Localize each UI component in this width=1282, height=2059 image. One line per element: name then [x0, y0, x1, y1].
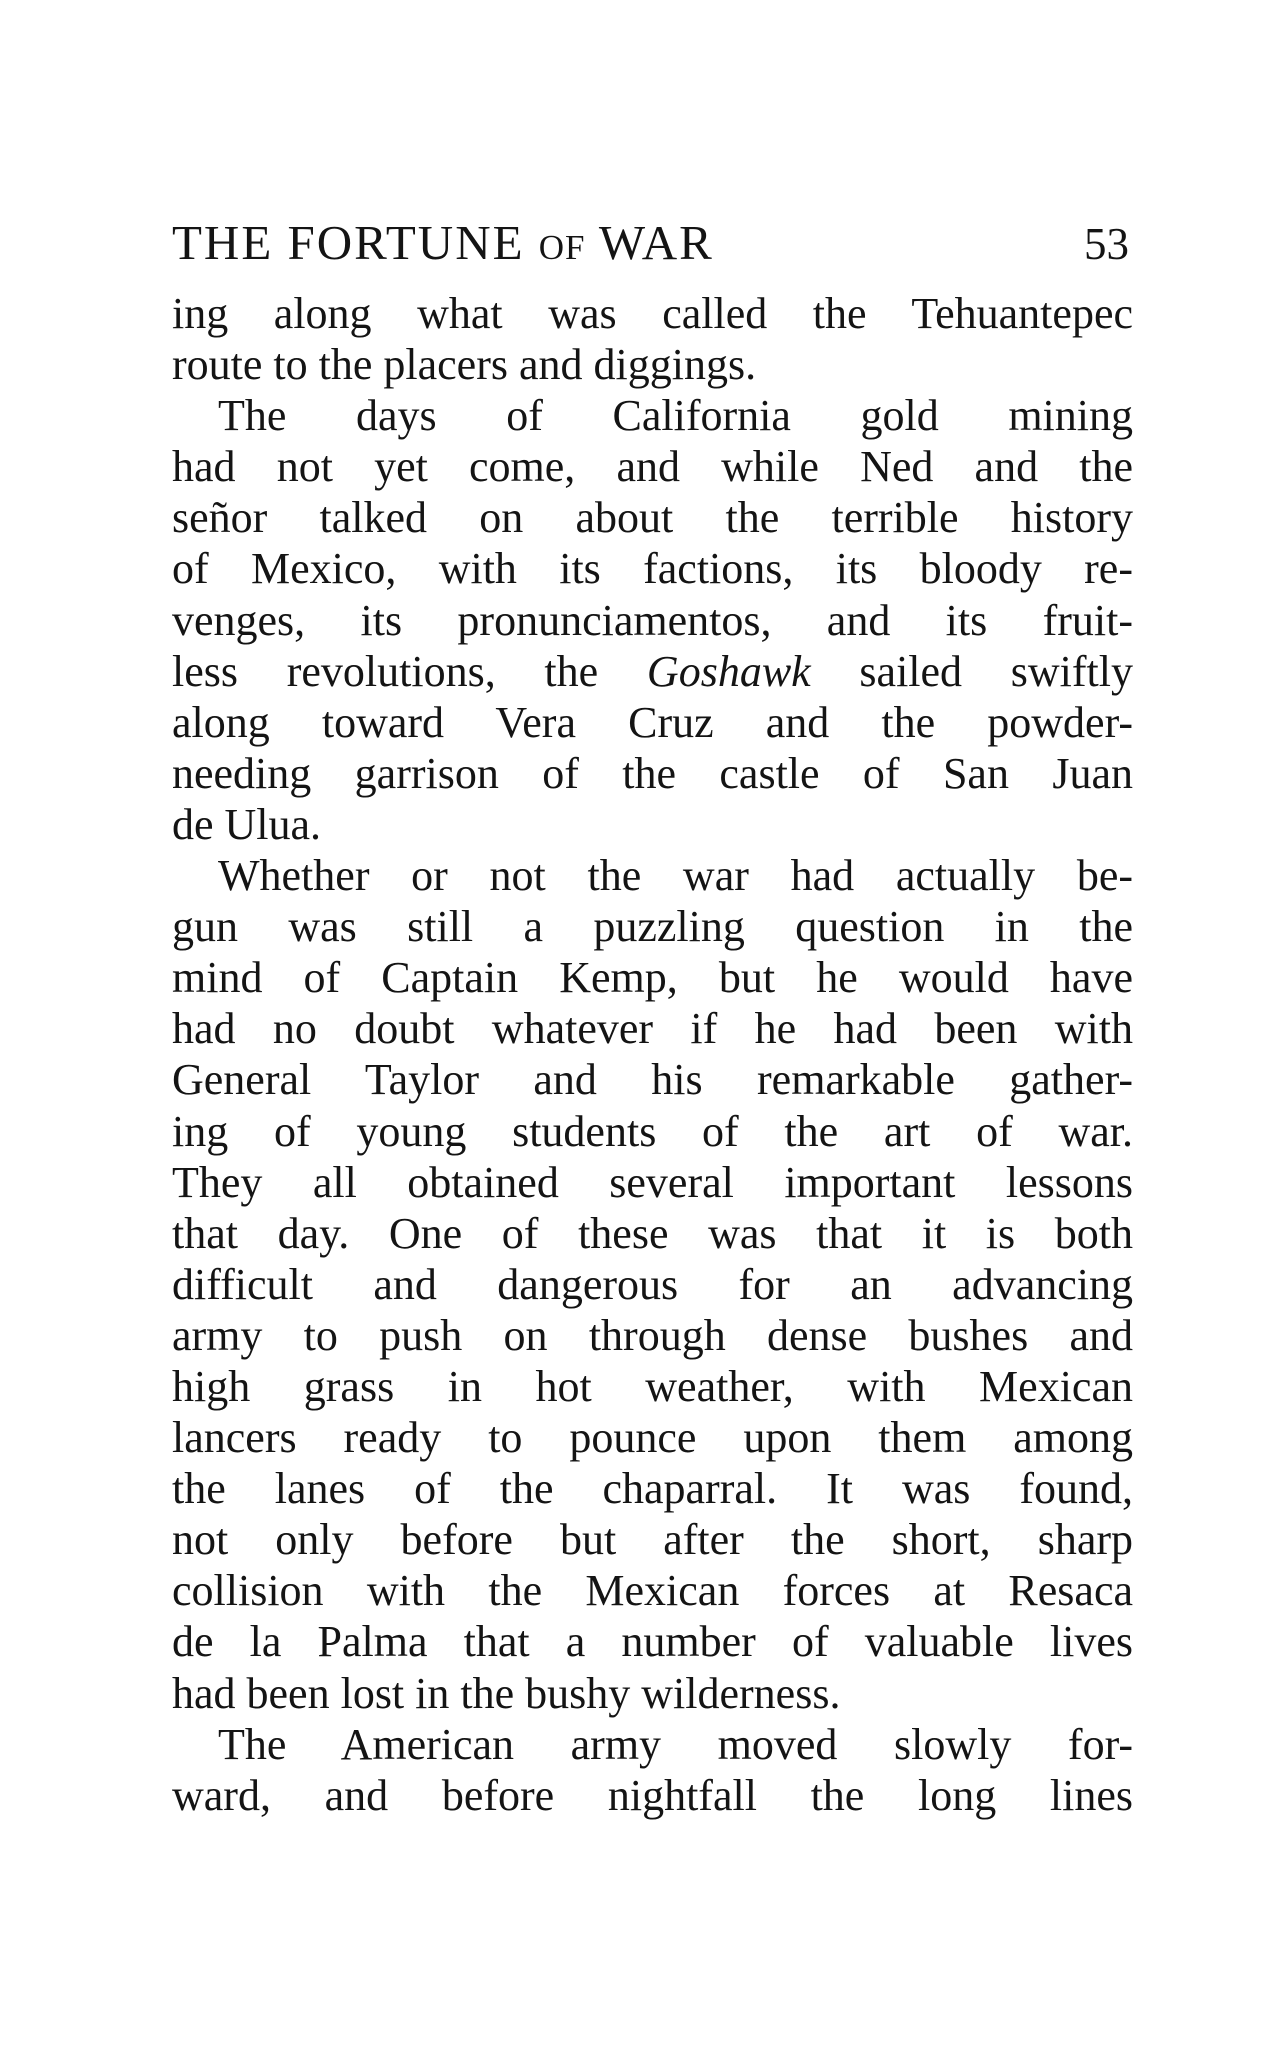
text-line: the lanes of the chaparral. It was found, [172, 1464, 1133, 1514]
text-line: had been lost in the bushy wilderness. [172, 1668, 841, 1718]
text-line: had not yet come, and while Ned and the [172, 442, 1133, 492]
text-line: lancers ready to pounce upon them among [172, 1413, 1133, 1463]
book-page [172, 196, 1133, 1821]
text-line: needing garrison of the castle of San Juan [172, 748, 1133, 798]
text-line: collision with the Mexican forces at Resaca [172, 1566, 1133, 1616]
text-line: venges, its pronunciamentos, and its fruit- [172, 595, 1133, 645]
text-line: General Taylor and his remarkable gather- [172, 1055, 1133, 1105]
text-line: Whether or not the war had actually be- [218, 851, 1133, 901]
running-title-part-1: THE FORTUNE [172, 215, 539, 270]
text-line: ing of young students of the art of war. [172, 1106, 1133, 1156]
text-line: along toward Vera Cruz and the powder- [172, 697, 1133, 747]
text-line: army to push on through dense bushes and [172, 1310, 1133, 1360]
text-line: of Mexico, with its factions, its bloody re- [172, 544, 1133, 594]
running-title-small-caps: OF [538, 228, 586, 267]
text-line: ing along what was called the Tehuantepec [172, 289, 1133, 338]
text-line: de Ulua. [172, 799, 322, 849]
ship-name-italic: Goshawk [646, 646, 811, 696]
text-line: de la Palma that a number of valuable lives [172, 1617, 1133, 1667]
text-line: had no doubt whatever if he had been with [172, 1004, 1133, 1054]
running-title-part-2: WAR [585, 215, 714, 270]
text-line: gun was still a puzzling question in the [172, 902, 1133, 952]
text-line [172, 646, 1133, 697]
text-segment: sailed swiftly [810, 646, 1133, 696]
text-line: The days of California gold mining [218, 391, 1133, 441]
running-header [172, 196, 1133, 276]
text-line: route to the placers and diggings. [172, 340, 757, 390]
text-line: señor talked on about the terrible history [172, 493, 1133, 543]
running-title [172, 214, 714, 271]
page-number: 53 [1084, 219, 1129, 269]
text-line: not only before but after the short, sharp [172, 1515, 1133, 1565]
text-line: They all obtained several important lessons [172, 1157, 1133, 1207]
text-line: difficult and dangerous for an advancing [172, 1259, 1133, 1309]
text-line: The American army moved slowly for- [218, 1719, 1133, 1769]
text-segment: less revolutions, the [172, 646, 647, 696]
text-line: ward, and before nightfall the long lines [172, 1770, 1133, 1820]
text-line: that day. One of these was that it is both [172, 1208, 1133, 1258]
text-line: high grass in hot weather, with Mexican [172, 1361, 1133, 1411]
body-text [172, 288, 1133, 1821]
text-line: mind of Captain Kemp, but he would have [172, 953, 1133, 1003]
